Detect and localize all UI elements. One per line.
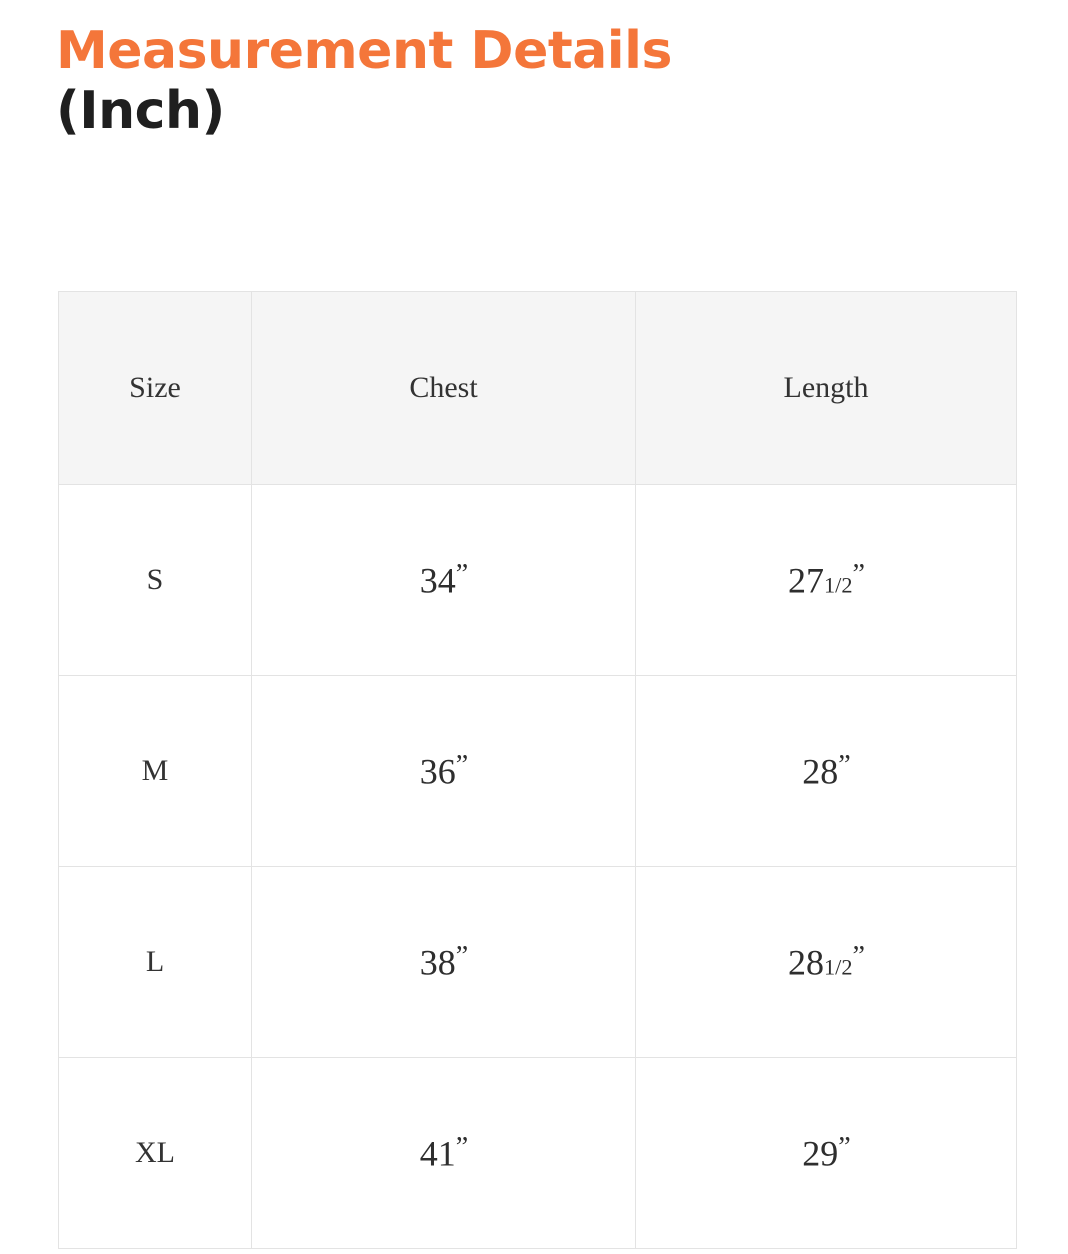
page-title-line-1: Measurement Details bbox=[56, 21, 672, 81]
cell-length bbox=[636, 1058, 1017, 1249]
table-header-row bbox=[59, 292, 1017, 485]
cell-size: L bbox=[59, 867, 252, 1058]
cell-chest bbox=[252, 485, 636, 676]
column-header-chest: Chest bbox=[252, 292, 636, 485]
chest-value: 41 bbox=[419, 1133, 456, 1174]
chest-unit: ” bbox=[455, 749, 468, 781]
page-title-line-2: (Inch) bbox=[56, 80, 225, 141]
table-row bbox=[59, 485, 1017, 676]
length-unit: ” bbox=[852, 940, 864, 972]
table-row bbox=[59, 676, 1017, 867]
cell-length bbox=[636, 485, 1017, 676]
column-header-length: Length bbox=[636, 292, 1017, 485]
chest-unit: ” bbox=[455, 558, 468, 590]
cell-chest bbox=[252, 867, 636, 1058]
cell-length bbox=[636, 676, 1017, 867]
cell-size: M bbox=[59, 676, 252, 867]
chest-value: 36 bbox=[419, 751, 456, 792]
length-unit: ” bbox=[852, 558, 864, 590]
table-row bbox=[59, 1058, 1017, 1249]
chest-unit: ” bbox=[455, 940, 468, 972]
length-fraction: 1/2 bbox=[824, 954, 853, 980]
table-row bbox=[59, 867, 1017, 1058]
length-whole: 29 bbox=[802, 1133, 839, 1174]
measurement-table-container bbox=[58, 291, 1016, 1249]
chest-unit: ” bbox=[455, 1131, 468, 1163]
length-whole: 28 bbox=[788, 942, 824, 983]
length-unit: ” bbox=[838, 1131, 850, 1163]
measurement-table bbox=[58, 291, 1017, 1249]
cell-chest bbox=[252, 1058, 636, 1249]
chest-value: 38 bbox=[419, 942, 456, 983]
table-header bbox=[59, 292, 1017, 485]
cell-size: XL bbox=[59, 1058, 252, 1249]
cell-length bbox=[636, 867, 1017, 1058]
length-fraction: 1/2 bbox=[824, 572, 853, 598]
length-whole: 28 bbox=[802, 751, 839, 792]
length-unit: ” bbox=[838, 749, 850, 781]
chest-value: 34 bbox=[419, 560, 456, 601]
table-body bbox=[59, 485, 1017, 1249]
length-whole: 27 bbox=[788, 560, 824, 601]
cell-size: S bbox=[59, 485, 252, 676]
page-title bbox=[0, 0, 1068, 142]
column-header-size: Size bbox=[59, 292, 252, 485]
cell-chest bbox=[252, 676, 636, 867]
